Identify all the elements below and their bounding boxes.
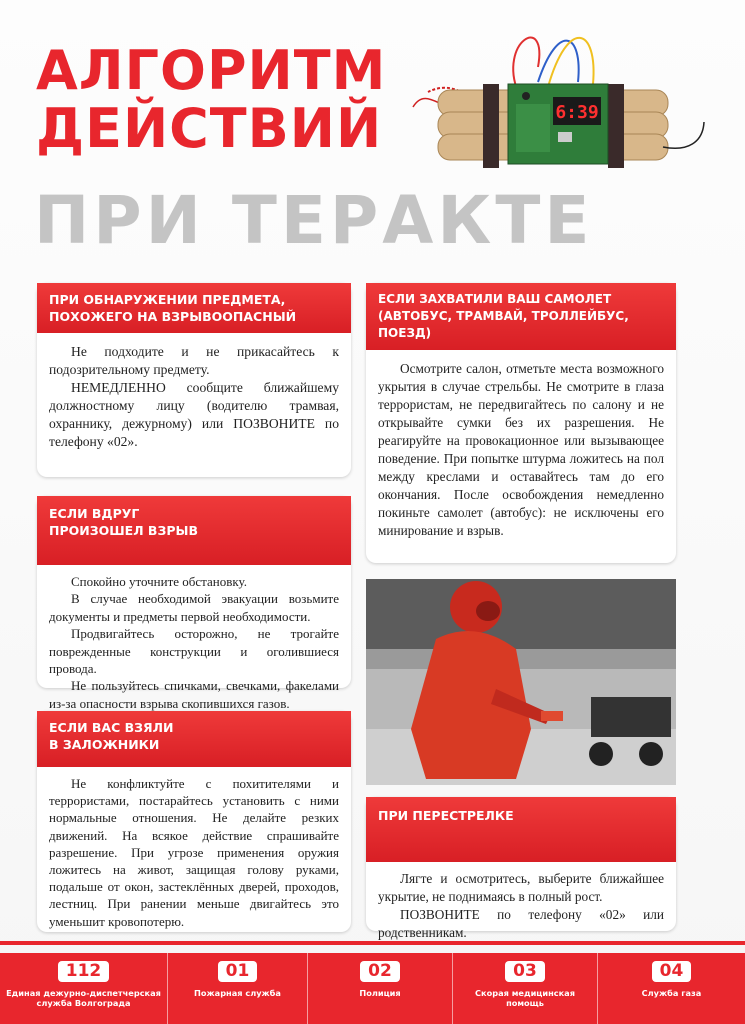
card-paragraph: НЕМЕДЛЕННО сообщите ближайшему должностному лицу (водителю трамвая, охраннику, дежурному) или ПОЗВОНИТЕ по телефону «02». xyxy=(49,380,339,449)
card-body xyxy=(37,333,351,463)
emergency-item-03 xyxy=(453,953,598,1024)
card-heading: ПРИ ПЕРЕСТРЕЛКЕ xyxy=(366,797,676,862)
phone-number: 03 xyxy=(505,961,545,982)
card-hijacked-transport xyxy=(366,283,676,563)
emergency-item-112 xyxy=(0,953,168,1024)
card-paragraph: Продвигайтесь осторожно, не трогайте поврежденные конструкции и оголившиеся провода. xyxy=(49,626,339,677)
phone-number: 02 xyxy=(360,961,400,982)
phone-number: 112 xyxy=(58,961,110,982)
card-paragraph: ПОЗВОНИТЕ по телефону «02» или родственникам. xyxy=(378,907,664,940)
bomb-timer: 6:39 xyxy=(555,102,599,123)
card-paragraph: В случае необходимой эвакуации возьмите документы и предметы первой необходимости. xyxy=(49,591,339,624)
card-paragraph: Не пользуйтесь спичками, свечками, факелами из-за опасности взрыва скопившихся газов. xyxy=(49,678,339,711)
emergency-numbers-bar xyxy=(0,953,745,1024)
card-paragraph: Осмотрите салон, отметьте места возможного укрытия в случае стрельбы. Не смотрите в глаза террористам, не передвигайтесь по салону и не открывайте сумки без их разрешения. Не реагируйте на провокационное или вызывающее поведение. При попытке штурма ложитесь на пол между креслами и оставайтесь там до его окончания. После освобождения немедленно покиньте самолет (автобус): не исключены его минирование и взрыв. xyxy=(378,361,664,538)
service-label: Пожарная служба xyxy=(194,988,281,998)
title-line-1: АЛГОРИТМ xyxy=(36,39,387,102)
emergency-item-01 xyxy=(168,953,308,1024)
card-suspicious-object xyxy=(37,283,351,477)
phone-number: 01 xyxy=(218,961,258,982)
card-heading: ЕСЛИ ЗАХВАТИЛИ ВАШ САМОЛЕТ (АВТОБУС, ТРАМВАЙ, ТРОЛЛЕЙБУС, ПОЕЗД) xyxy=(366,283,676,350)
card-explosion xyxy=(37,496,351,711)
emergency-item-04 xyxy=(598,953,745,1024)
card-body xyxy=(37,767,351,942)
service-label: Единая дежурно-диспетчерская служба Волгограда xyxy=(6,988,161,1008)
card-heading: ЕСЛИ ВДРУГ ПРОИЗОШЕЛ ВЗРЫВ xyxy=(37,496,351,565)
card-heading: ЕСЛИ ВАС ВЗЯЛИ В ЗАЛОЖНИКИ xyxy=(37,711,351,767)
card-body xyxy=(366,350,676,552)
card-paragraph: Не подходите и не прикасайтесь к подозрительному предмету. xyxy=(49,344,339,377)
card-paragraph: Спокойно уточните обстановку. xyxy=(71,574,247,589)
phone-number: 04 xyxy=(652,961,692,982)
card-paragraph: Лягте и осмотритесь, выберите ближайшее укрытие, не поднимаясь в полный рост. xyxy=(378,871,664,904)
poster-title xyxy=(36,39,387,160)
title-line-3: ПРИ ТЕРАКТЕ xyxy=(34,182,594,259)
emergency-item-02 xyxy=(308,953,453,1024)
card-hostage xyxy=(37,711,351,932)
card-shootout xyxy=(366,797,676,940)
service-label: Скорая медицинская помощь xyxy=(475,988,575,1008)
service-label: Полиция xyxy=(359,988,401,998)
card-body xyxy=(37,565,351,724)
bomb-disposal-photo xyxy=(366,579,676,785)
card-heading: ПРИ ОБНАРУЖЕНИИ ПРЕДМЕТА, ПОХОЖЕГО НА ВЗРЫВООПАСНЫЙ xyxy=(37,283,351,333)
title-line-2: ДЕЙСТВИЙ xyxy=(36,97,383,160)
bomb-illustration xyxy=(408,12,708,182)
card-paragraph: Не конфликтуйте с похитителями и террористами, постарайтесь установить с ними нормальные отношения. Не делайте резких движений. На всякое действие спрашивайте разрешение. При угрозе применения оружия ложитесь на живот, защищая голову руками, подальше от окон, застеклённых дверей, проходов, лестниц. При ранении меньше двигайтесь это уменьшит кровопотерю. xyxy=(49,776,339,929)
footer-divider xyxy=(0,941,745,945)
service-label: Служба газа xyxy=(641,988,702,998)
